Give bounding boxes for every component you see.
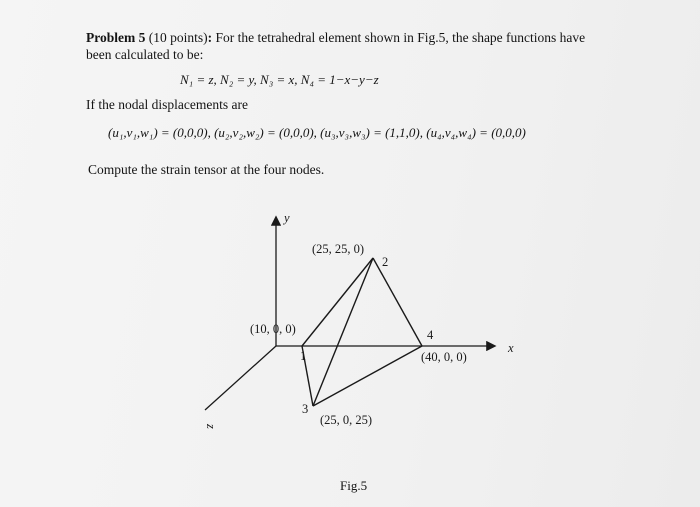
edge-2-3 [313, 258, 373, 406]
shape-functions-equation: N₁ = z, N₂ = y, N₃ = x, N₄ = 1−x−y−z [180, 72, 379, 87]
displacement-intro: If the nodal displacements are [86, 97, 248, 112]
node1-number: 1 [300, 349, 307, 363]
edge-2-4 [373, 258, 422, 346]
z-axis [205, 346, 276, 410]
z-axis-label: z [204, 424, 218, 429]
nodal-displacements-equation: (u₁,v₁,w₁) = (0,0,0), (u₂,v₂,w₂) = (0,0,0), (u₃,v₃,w₃) = (1,1,0), (u₄,v₄,w₄) = (0,0,0) [108, 125, 526, 140]
node3-coordinates: (25, 0, 25) [320, 413, 373, 427]
figure-caption: Fig.5 [340, 478, 368, 493]
task-statement: Compute the strain tensor at the four nodes. [88, 162, 325, 177]
node1-coordinates: (10, 0, 0) [250, 322, 296, 336]
node4-number: 4 [427, 328, 434, 342]
problem-colon: : [207, 30, 213, 45]
edge-3-4 [313, 346, 422, 406]
node2-number: 2 [382, 255, 389, 269]
node3-number: 3 [302, 402, 309, 416]
node2-coordinates: (25, 25, 0) [312, 242, 365, 256]
edge-1-2 [302, 258, 373, 346]
problem-intro: For the tetrahedral element shown in Fig.5, the shape functions have [212, 30, 586, 45]
problem-points: (10 points) [145, 30, 208, 45]
y-axis-label: y [284, 211, 290, 225]
tetrahedron-edges [302, 258, 422, 406]
problem-line-2: been calculated to be: [86, 47, 204, 62]
node4-coordinates: (40, 0, 0) [421, 350, 467, 364]
x-axis-label: x [508, 341, 514, 355]
problem-heading: Problem 5 [86, 30, 146, 45]
